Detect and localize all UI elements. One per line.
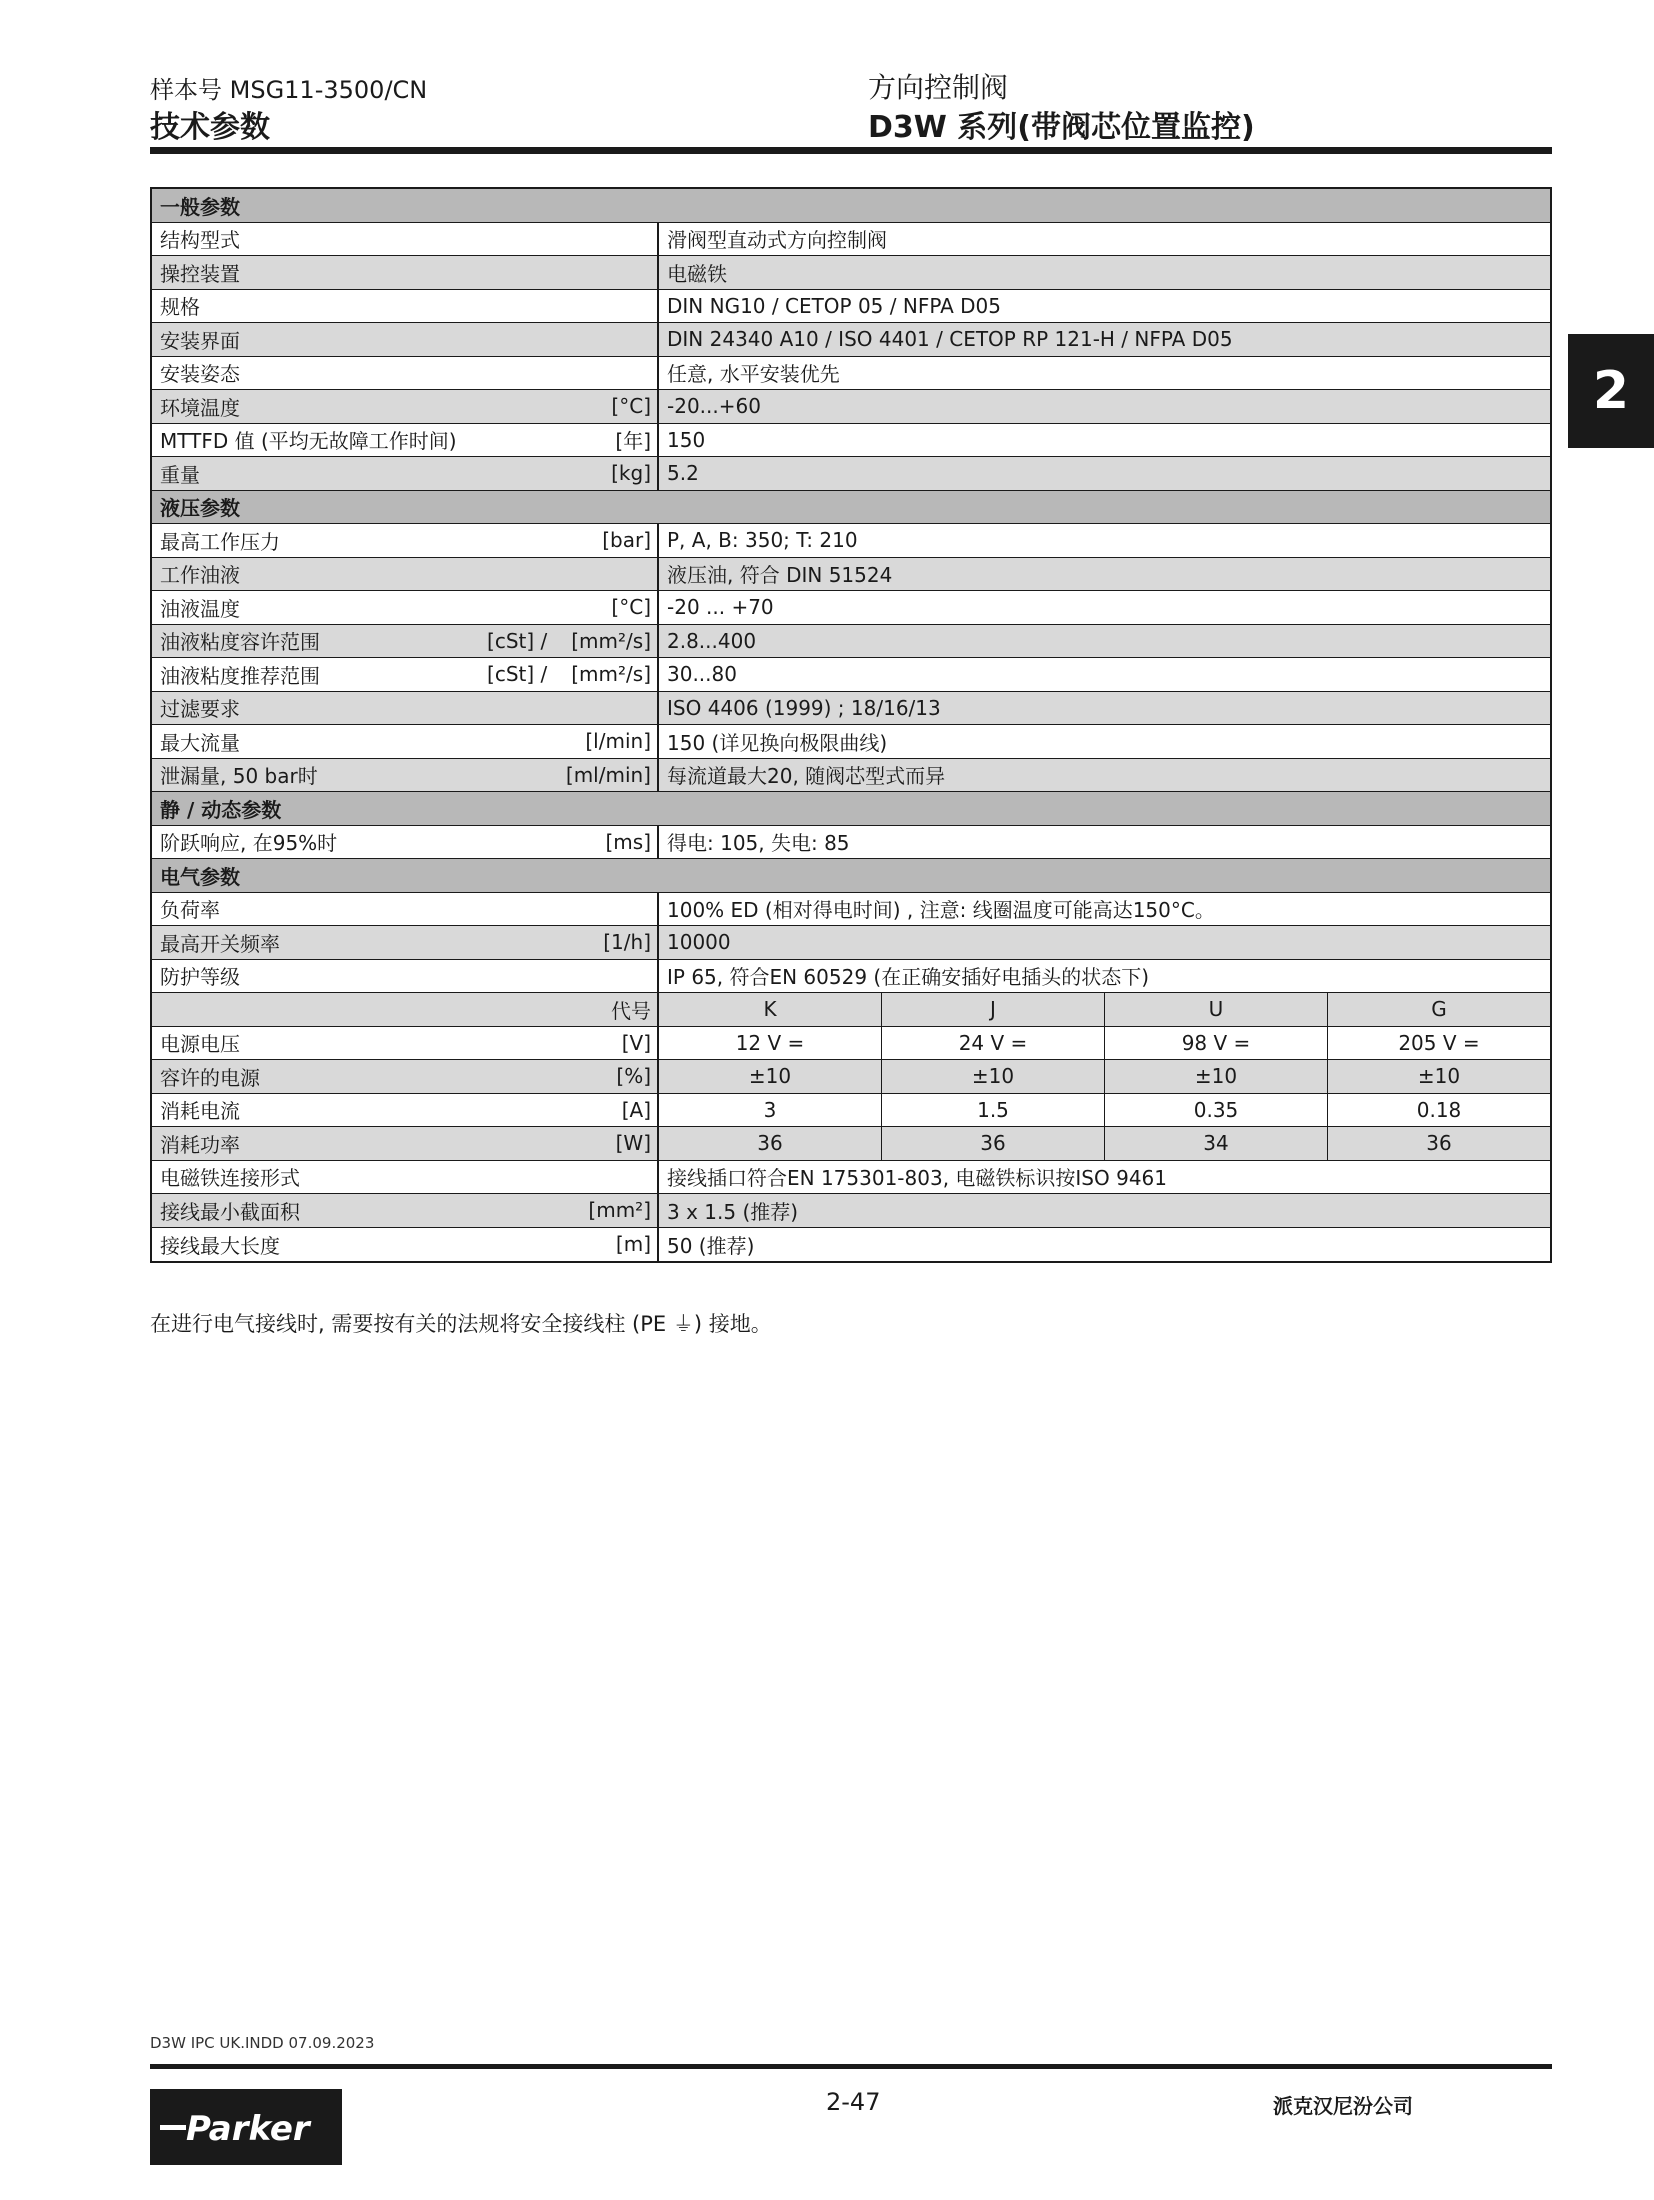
footer-filename: D3W IPC UK.INDD 07.09.2023: [150, 2034, 375, 2052]
row-unit: [V]: [621, 1030, 651, 1055]
table-row: [152, 558, 1550, 592]
row-value: 每流道最大20, 随阀芯型式而异: [667, 764, 946, 789]
table-row: [152, 457, 1550, 491]
section-heading-electrical: [152, 859, 1550, 893]
code-value-cell: 36: [659, 1127, 882, 1160]
header-rule: [150, 147, 1552, 154]
row-unit-secondary: [mm²/s]: [571, 628, 651, 653]
row-label: 接线最小截面积: [160, 1199, 300, 1224]
page-number: 2-47: [826, 2088, 881, 2116]
row-unit: [cSt] /: [487, 662, 548, 687]
code-value-cell: 12 V =: [659, 1027, 882, 1060]
code-value-cell: ±10: [882, 1060, 1105, 1093]
table-row: [152, 390, 1550, 424]
row-unit: [m]: [615, 1232, 651, 1257]
row-label: 油液粘度推荐范围: [160, 663, 320, 688]
product-category: 方向控制阀: [868, 71, 1009, 104]
table-row: [152, 1194, 1550, 1228]
chapter-tab: 2: [1568, 334, 1654, 448]
section-heading-label: 电气参数: [160, 864, 240, 889]
table-row: [152, 323, 1550, 357]
row-unit: [ms]: [605, 829, 651, 854]
row-value: 液压油, 符合 DIN 51524: [667, 563, 893, 588]
row-unit: [年]: [615, 429, 651, 454]
row-unit: [°C]: [611, 394, 651, 419]
code-value-cell: ±10: [1417, 1064, 1461, 1089]
code-value-cell: 3: [659, 1094, 882, 1127]
row-value: 2.8...400: [667, 628, 757, 653]
table-row: [152, 960, 1550, 994]
row-label: 工作油液: [160, 563, 240, 588]
table-row: [152, 826, 1550, 860]
row-value: ISO 4406 (1999) ; 18/16/13: [667, 695, 941, 720]
row-value: DIN 24340 A10 / ISO 4401 / CETOP RP 121-H / NFPA D05: [667, 327, 1233, 352]
row-unit: [W]: [615, 1131, 651, 1156]
row-value: 10000: [667, 930, 731, 955]
row-unit: [ml/min]: [565, 762, 651, 787]
row-label: 油液粘度容许范围: [160, 630, 320, 655]
row-value: 150 (详见换向极限曲线): [667, 730, 888, 755]
catalog-number: 样本号 MSG11-3500/CN: [150, 76, 428, 104]
row-unit: [A]: [621, 1097, 651, 1122]
code-value-cell: ±10: [659, 1060, 882, 1093]
table-row: [152, 1060, 1550, 1094]
row-label: 最大流量: [160, 730, 240, 755]
row-value: 50 (推荐): [667, 1233, 755, 1258]
row-label: 泄漏量, 50 bar时: [160, 764, 318, 789]
table-row: [152, 256, 1550, 290]
row-value: 任意, 水平安装优先: [667, 362, 840, 387]
row-label: 过滤要求: [160, 697, 240, 722]
table-row: [152, 893, 1550, 927]
table-row: [152, 926, 1550, 960]
code-value-cell: 24 V =: [882, 1027, 1105, 1060]
spec-table: [150, 187, 1552, 1263]
section-heading-general: [152, 189, 1550, 223]
row-value: DIN NG10 / CETOP 05 / NFPA D05: [667, 293, 1001, 318]
table-row: [152, 759, 1550, 793]
row-label: 最高开关频率: [160, 931, 280, 956]
row-label: 操控装置: [160, 261, 240, 286]
row-label: 电磁铁连接形式: [160, 1166, 300, 1191]
code-header-row: [152, 993, 1550, 1027]
grounding-note: 在进行电气接线时, 需要按有关的法规将安全接线柱 (PE ⏚) 接地。: [150, 1312, 772, 1336]
row-label: 防护等级: [160, 965, 240, 990]
table-row: [152, 625, 1550, 659]
row-value: 100% ED (相对得电时间) , 注意: 线圈温度可能高达150°C。: [667, 898, 1215, 923]
code-cell: J: [882, 993, 1105, 1026]
row-label: 负荷率: [160, 898, 220, 923]
section-heading-label: 液压参数: [160, 496, 240, 521]
section-heading-label: 静 / 动态参数: [160, 797, 282, 822]
code-value-cell: 1.5: [882, 1094, 1105, 1127]
table-row: [152, 357, 1550, 391]
table-row: [152, 1127, 1550, 1161]
row-value: 滑阀型直动式方向控制阀: [667, 228, 887, 253]
company-name: 派克汉尼汾公司: [1273, 2094, 1413, 2118]
table-row: [152, 658, 1550, 692]
row-unit: [kg]: [611, 461, 651, 486]
section-heading-label: 一般参数: [160, 194, 240, 219]
row-label: 安装界面: [160, 328, 240, 353]
code-cell: U: [1105, 993, 1328, 1026]
row-value: 30...80: [667, 662, 737, 687]
row-label: 结构型式: [160, 228, 240, 253]
row-value: 得电: 105, 失电: 85: [667, 831, 850, 856]
row-value: 接线插口符合EN 175301-803, 电磁铁标识按ISO 9461: [667, 1166, 1167, 1191]
row-value: P, A, B: 350; T: 210: [667, 528, 858, 553]
row-label: 油液温度: [160, 596, 240, 621]
code-value-cell: 36: [1426, 1131, 1452, 1156]
row-label: 阶跃响应, 在95%时: [160, 831, 338, 856]
section-heading-hydraulic: [152, 491, 1550, 525]
row-value: IP 65, 符合EN 60529 (在正确安插好电插头的状态下): [667, 965, 1150, 990]
section-heading-dynamic: [152, 792, 1550, 826]
row-unit: [1/h]: [603, 930, 651, 955]
row-value: 电磁铁: [667, 261, 727, 286]
row-label: 规格: [160, 295, 200, 320]
section-title: 技术参数: [150, 110, 270, 145]
table-row: [152, 591, 1550, 625]
row-label: 重量: [160, 462, 200, 487]
row-value: 5.2: [667, 461, 699, 486]
code-value-cell: 205 V =: [1398, 1030, 1480, 1055]
table-row: [152, 1027, 1550, 1061]
series-title: D3W 系列(带阀芯位置监控): [868, 110, 1255, 145]
row-unit: [l/min]: [585, 729, 651, 754]
row-value: -20 ... +70: [667, 595, 774, 620]
row-label: MTTFD 值 (平均无故障工作时间): [160, 429, 457, 454]
code-value-cell: 0.35: [1105, 1094, 1328, 1127]
row-label: 容许的电源: [160, 1065, 260, 1090]
table-row: [152, 725, 1550, 759]
row-unit: [%]: [616, 1064, 651, 1089]
table-row: [152, 1161, 1550, 1195]
row-label: 电源电压: [160, 1032, 240, 1057]
code-value-cell: 0.18: [1416, 1097, 1462, 1122]
row-unit: [mm²]: [588, 1198, 651, 1223]
row-label: 消耗功率: [160, 1132, 240, 1157]
row-unit: [°C]: [611, 595, 651, 620]
code-cell: K: [659, 993, 882, 1026]
table-row: [152, 524, 1550, 558]
parker-logo: [150, 2089, 342, 2165]
row-label: 环境温度: [160, 395, 240, 420]
row-label: 接线最大长度: [160, 1233, 280, 1258]
row-value: 150: [667, 427, 706, 452]
footer-rule: [150, 2064, 1552, 2069]
table-row: [152, 223, 1550, 257]
code-value-cell: 98 V =: [1105, 1027, 1328, 1060]
row-value: -20...+60: [667, 394, 761, 419]
table-row: [152, 692, 1550, 726]
row-unit-secondary: [mm²/s]: [571, 662, 651, 687]
code-value-cell: 34: [1105, 1127, 1328, 1160]
code-label: 代号: [152, 993, 659, 1026]
code-cell: G: [1431, 997, 1447, 1022]
table-row: [152, 1094, 1550, 1128]
parker-logo-icon: [156, 2102, 336, 2152]
parker-logo-text: Parker: [186, 2109, 310, 2149]
code-value-cell: ±10: [1105, 1060, 1328, 1093]
row-value: 3 x 1.5 (推荐): [667, 1199, 799, 1224]
table-row: [152, 1228, 1550, 1262]
row-label: 安装姿态: [160, 362, 240, 387]
row-unit: [cSt] /: [487, 628, 548, 653]
code-value-cell: 36: [882, 1127, 1105, 1160]
row-unit: [bar]: [602, 528, 651, 553]
table-row: [152, 424, 1550, 458]
row-label: 最高工作压力: [160, 529, 280, 554]
table-row: [152, 290, 1550, 324]
row-label: 消耗电流: [160, 1099, 240, 1124]
